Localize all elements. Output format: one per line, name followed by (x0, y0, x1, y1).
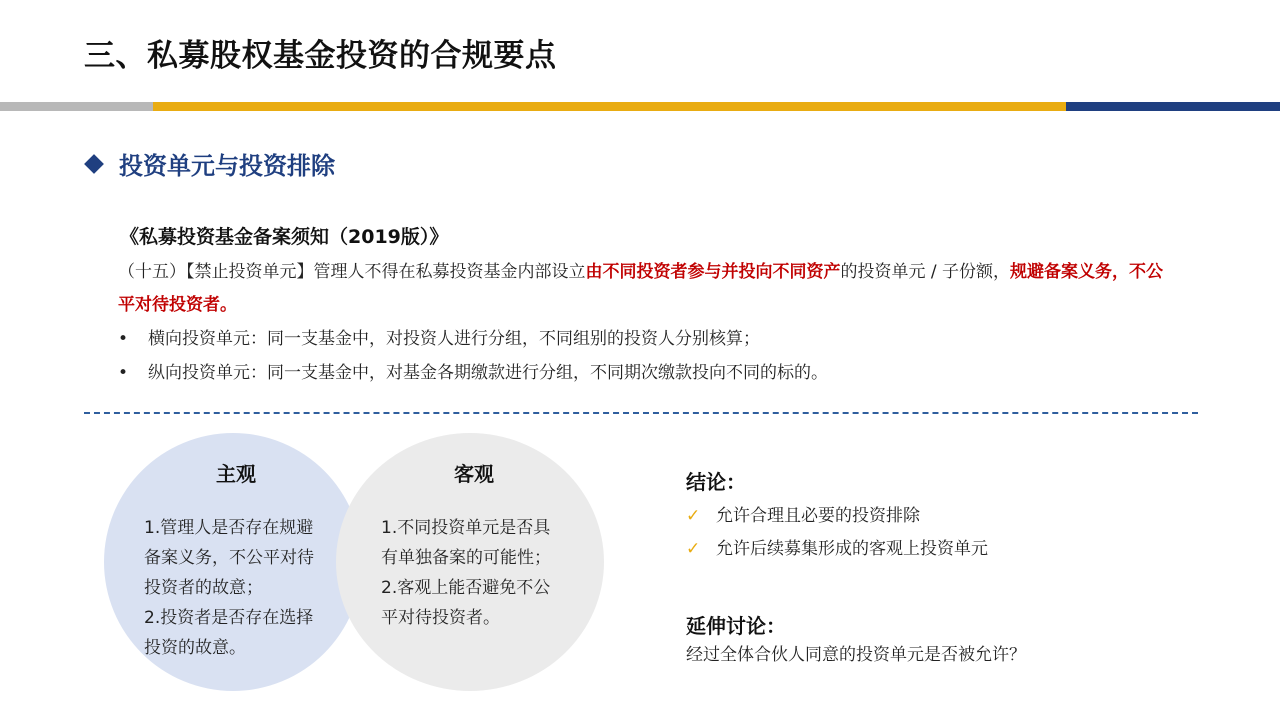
notice-title: 《私募投资基金备案须知（2019版）》 (120, 226, 449, 248)
list-item (118, 356, 828, 390)
bar-segment-blue (1066, 102, 1280, 111)
clause-highlight: 由不同投资者参与并投向不同资产 (585, 262, 841, 282)
section-heading-text: 投资单元与投资排除 (119, 152, 335, 180)
section-heading (84, 146, 335, 181)
clause-text: 的投资单元 / 子份额， (840, 262, 1011, 282)
conclusion-heading: 结论： (686, 470, 746, 494)
list-item (118, 322, 828, 356)
conclusion-list (686, 500, 988, 566)
bullet-icon: • (118, 363, 129, 383)
bar-segment-yellow (153, 102, 1066, 111)
title-underline-bar (0, 102, 1280, 111)
bullet-list (118, 322, 828, 390)
diamond-icon (84, 154, 104, 174)
list-item-text: 横向投资单元：同一支基金中，对投资人进行分组，不同组别的投资人分别核算； (148, 329, 760, 349)
clause-highlight: 规避备案义务，不公平对待投资者 (118, 262, 1164, 315)
subjective-heading: 主观 (216, 462, 256, 486)
bar-segment-gray (0, 102, 153, 111)
objective-body: 1.不同投资单元是否具 有单独备案的可能性； 2.客观上能否避免不公 平对待投资者。 (381, 518, 551, 628)
list-item (686, 500, 988, 533)
page-title: 三、私募股权基金投资的合规要点 (84, 38, 557, 74)
list-item-text: 纵向投资单元：同一支基金中，对基金各期缴款进行分组，不同期次缴款投向不同的标的。 (148, 363, 828, 383)
list-item-text: 允许后续募集形成的客观上投资单元 (716, 539, 988, 559)
subjective-body: 1.管理人是否存在规避 备案义务，不公平对待 投资者的故意； 2.投资者是否存在选择 投资的故意。 (144, 518, 314, 658)
check-icon: ✓ (686, 506, 701, 526)
clause-fifteen (118, 256, 1178, 322)
clause-text: （十五）【禁止投资单元】管理人不得在私募投资基金内部设立 (118, 262, 586, 282)
extension-text: 经过全体合伙人同意的投资单元是否被允许？ (686, 645, 1026, 665)
dashed-divider (84, 412, 1198, 414)
check-icon: ✓ (686, 539, 701, 559)
clause-end: 。 (220, 295, 237, 315)
extension-heading: 延伸讨论： (686, 614, 786, 638)
list-item (686, 533, 988, 566)
objective-heading: 客观 (454, 462, 494, 486)
bullet-icon: • (118, 329, 129, 349)
list-item-text: 允许合理且必要的投资排除 (716, 506, 920, 526)
